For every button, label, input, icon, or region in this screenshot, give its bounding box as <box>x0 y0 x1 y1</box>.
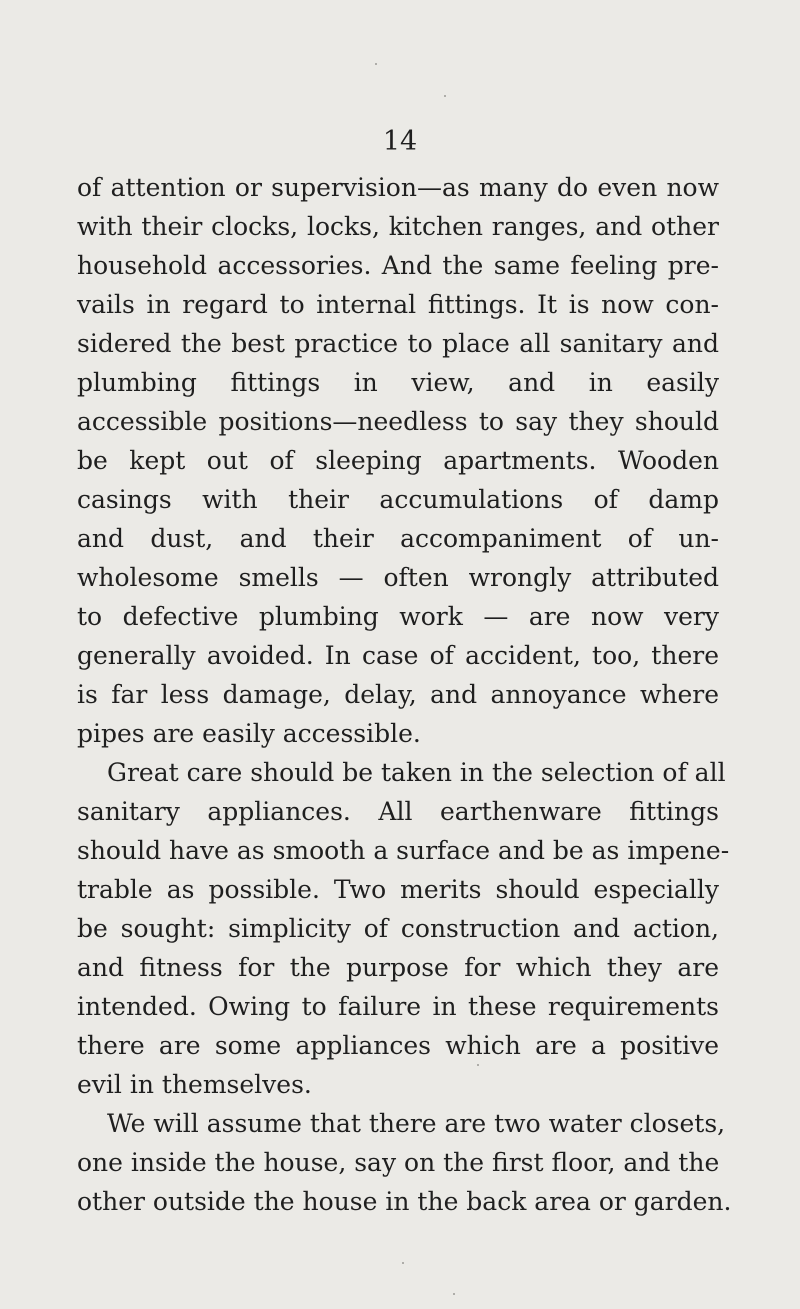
paragraph-start-line: Great care should be taken in the selection of all <box>107 758 726 787</box>
text-line: wholesome smells — often wrongly attributed <box>77 563 719 592</box>
text-line: there are some appliances which are a positive <box>77 1031 719 1060</box>
text-line: and dust, and their accompaniment of un- <box>77 524 719 553</box>
text-line: intended. Owing to failure in these requirements <box>77 992 719 1021</box>
text-line: with their clocks, locks, kitchen ranges, and other <box>77 212 719 241</box>
text-line: generally avoided. In case of accident, too, there <box>77 641 719 670</box>
text-line: trable as possible. Two merits should especially <box>77 875 719 904</box>
text-line: vails in regard to internal fittings. It is now con- <box>77 290 719 319</box>
paper-speck <box>444 95 446 97</box>
text-line: and fitness for the purpose for which they are <box>77 953 719 982</box>
paragraph-start-line: We will assume that there are two water closets, <box>107 1109 726 1138</box>
paper-speck <box>375 63 377 65</box>
text-line: one inside the house, say on the first floor, and the <box>77 1148 720 1177</box>
paper-speck <box>477 1064 479 1066</box>
text-line: be kept out of sleeping apartments. Wooden <box>77 446 719 475</box>
paragraph-end-line: evil in themselves. <box>77 1070 312 1099</box>
paper-speck <box>402 1262 404 1264</box>
text-line: casings with their accumulations of damp <box>77 485 719 514</box>
text-line: accessible positions—needless to say they should <box>77 407 719 436</box>
text-line: household accessories. And the same feeling pre- <box>77 251 719 280</box>
text-line: be sought: simplicity of construction and action, <box>77 914 719 943</box>
text-line: is far less damage, delay, and annoyance where <box>77 680 719 709</box>
text-line: should have as smooth a surface and be as impene- <box>77 836 730 865</box>
text-line: to defective plumbing work — are now very <box>77 602 719 631</box>
paragraph-end-line: pipes are easily accessible. <box>77 719 421 748</box>
text-line: sanitary appliances. All earthenware fittings <box>77 797 719 826</box>
paper-speck <box>453 1293 455 1295</box>
page-number: 14 <box>382 126 418 157</box>
text-line: plumbing fittings in view, and in easily <box>77 368 719 397</box>
paragraph-end-line: other outside the house in the back area or garden. <box>77 1187 732 1216</box>
text-line: of attention or supervision—as many do even now <box>77 173 719 202</box>
text-line: sidered the best practice to place all sanitary and <box>77 329 719 358</box>
